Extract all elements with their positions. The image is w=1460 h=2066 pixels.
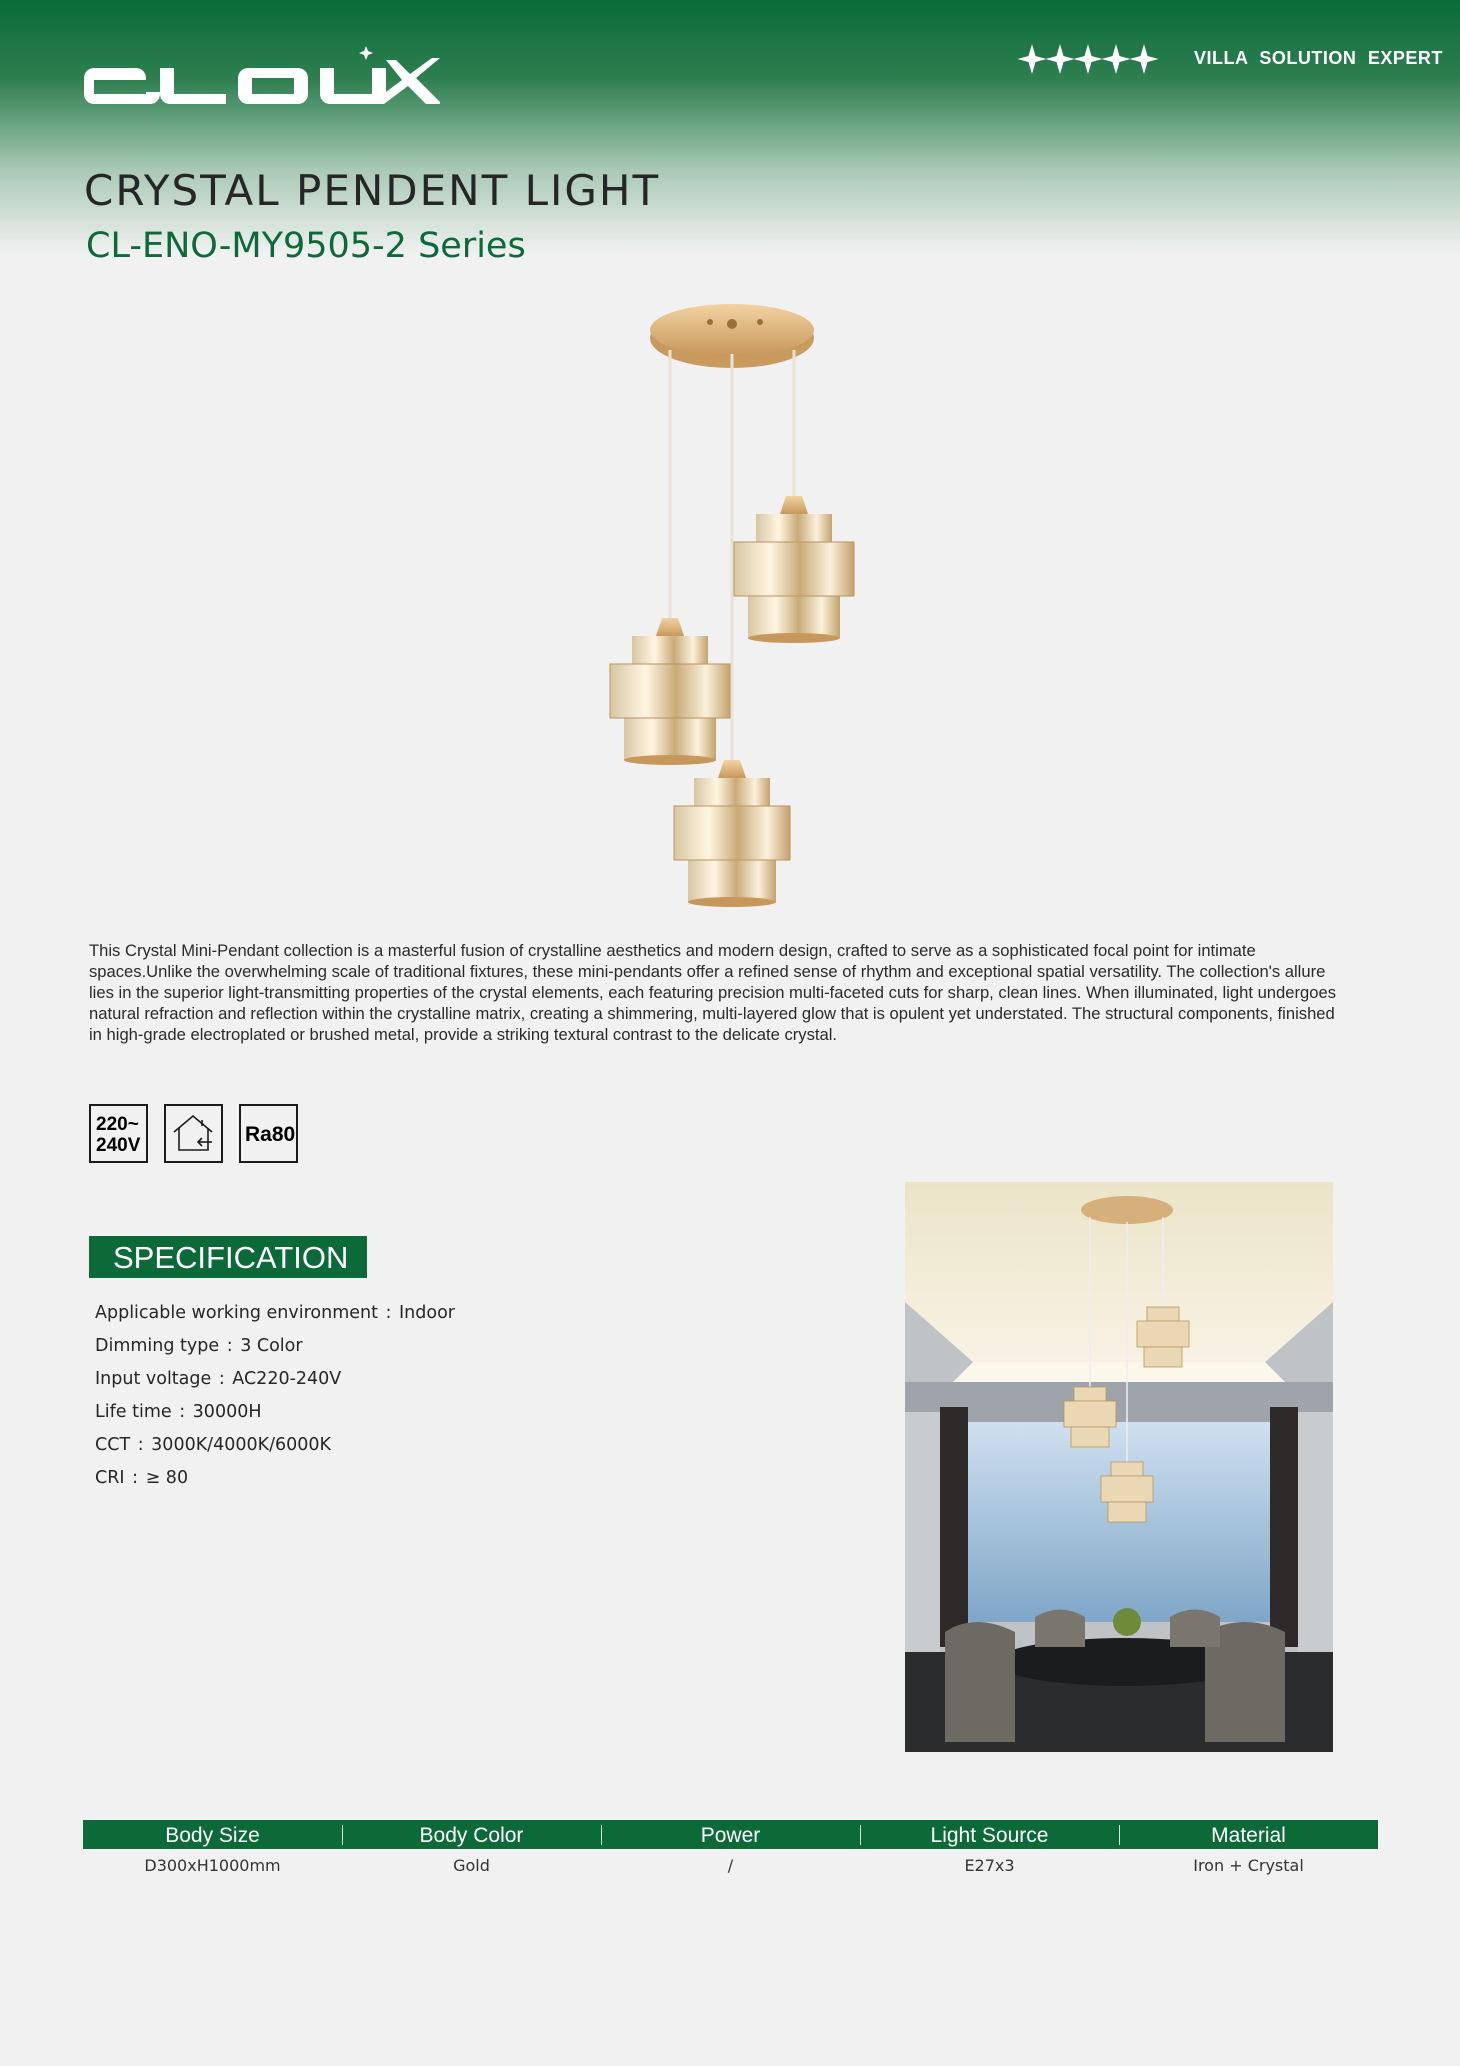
table-header-cell: Body Size xyxy=(165,1824,260,1847)
table-cell: / xyxy=(727,1856,734,1875)
table-row xyxy=(83,1856,1378,1875)
header-band xyxy=(0,0,1460,260)
rating-stars-icon xyxy=(1018,40,1160,78)
table-header-cell: Power xyxy=(601,1820,860,1849)
spec-item: Dimming type : 3 Color xyxy=(95,1336,303,1356)
spec-item: Input voltage : AC220-240V xyxy=(95,1369,342,1389)
indoor-badge xyxy=(164,1104,223,1163)
voltage-line-1: 220~ xyxy=(96,1114,139,1135)
spec-item: Life time : 30000H xyxy=(95,1402,262,1422)
voltage-badge xyxy=(89,1104,148,1163)
spec-table-header xyxy=(83,1820,1378,1849)
spec-item: Applicable working environment : Indoor xyxy=(95,1303,455,1323)
cloux-logo xyxy=(80,40,440,110)
indoor-home-icon xyxy=(166,1106,221,1161)
specification-list xyxy=(95,1303,455,1501)
table-header-cell: Material xyxy=(1119,1820,1378,1849)
product-description: This Crystal Mini-Pendant collection is a masterful fusion of crystalline aesthetics and modern design, crafted to serve as a sophisticated focal point for intimate spaces.Unlike the overwhelming scale of traditional fixtures, these mini-pendants offer a refined sense of rhythm and exceptional spatial versatility. The collection's allure lies in the superior light-transmitting properties of the crystal elements, each featuring precision multi-faceted cuts for sharp, clean lines. When illuminated, light undergoes natural refraction and reflection within the crystalline matrix, creating a shimmering, multi-layered glow that is opulent yet understated. The structural components, finished in high-grade electroplated or brushed metal, provide a striking textural contrast to the delicate crystal. xyxy=(89,941,1336,1044)
cri-badge: Ra80 xyxy=(239,1104,298,1163)
room-scene-image xyxy=(905,1182,1333,1752)
table-cell: D300xH1000mm xyxy=(144,1856,281,1875)
series-name: CL-ENO-MY9505-2 Series xyxy=(86,226,526,266)
product-image xyxy=(590,288,890,912)
specification-heading: SPECIFICATION xyxy=(89,1236,367,1278)
table-cell: Gold xyxy=(453,1856,490,1875)
page-title: CRYSTAL PENDENT LIGHT xyxy=(84,166,661,215)
table-cell: E27x3 xyxy=(964,1856,1015,1875)
spec-item: CCT : 3000K/4000K/6000K xyxy=(95,1435,331,1455)
table-header-cell: Light Source xyxy=(860,1820,1119,1849)
table-header-cell: Body Color xyxy=(342,1820,601,1849)
table-cell: Iron + Crystal xyxy=(1193,1856,1304,1875)
spec-item: CRI : ≥ 80 xyxy=(95,1468,189,1488)
voltage-line-2: 240V xyxy=(96,1135,141,1156)
slogan: VILLA SOLUTION EXPERT xyxy=(1194,48,1443,68)
